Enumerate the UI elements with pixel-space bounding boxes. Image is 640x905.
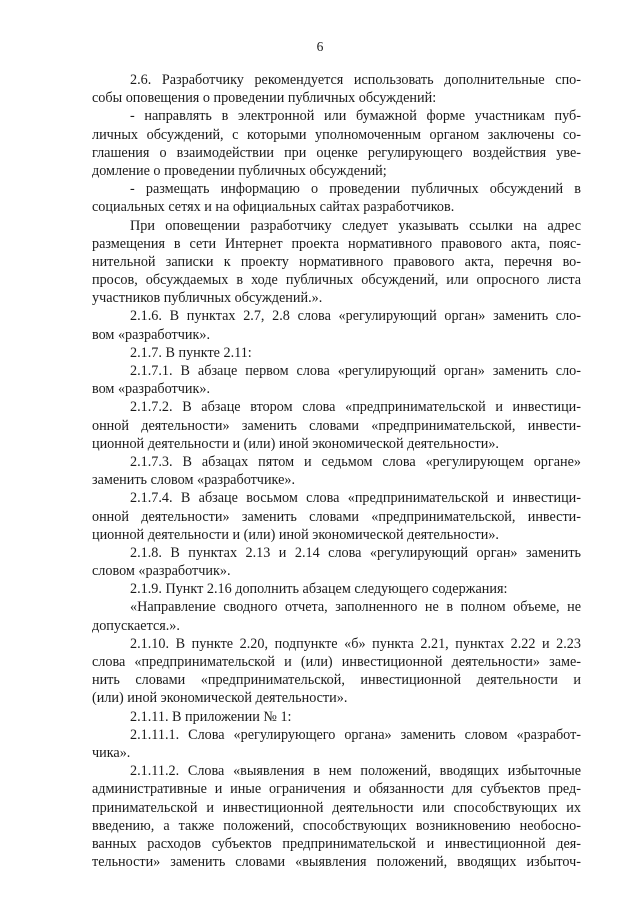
text-line: просов, обсуждаемых в ходе публичных обсуждений, или опросного листа [92,272,581,289]
text-line: словом «разработчик». [92,563,231,580]
text-line: собы оповещения о проведении публичных обсуждений: [92,90,437,107]
text-line: - направлять в электронной или бумажной форме участникам пуб- [130,108,581,125]
text-line: вом «разработчик». [92,381,211,398]
text-line: нительной записки к проекту нормативного правового акта, перечня во- [92,253,581,270]
text-line: размещения в сети Интернет проекта нормативного правового акта, пояс- [92,235,581,252]
text-line: 2.6. Разработчику рекомендуется использовать дополнительные спо- [130,72,581,88]
text-line: «Направление сводного отчета, заполненного не в полном объеме, не [130,599,581,616]
text-line: глашения о взаимодействии при оценке регулирующего воздействия уве- [92,144,581,161]
text-line: заменить словом «разработчике». [92,472,296,489]
text-line: административные и иные ограничения и обязанности для субъектов пред- [92,781,581,798]
text-line: При оповещении разработчику следует указывать ссылки на адрес [130,217,581,234]
text-line: 2.1.11. В приложении № 1: [130,708,292,725]
text-line: социальных сетях и на официальных сайтах разработчиков. [92,199,455,216]
text-line: 2.1.11.2. Слова «выявления в нем положений, вводящих избыточные [130,763,581,780]
text-line: 2.1.7.4. В абзаце восьмом слова «предпринимательской и инвестици- [130,490,581,507]
text-line: вом «разработчик». [92,326,211,343]
text-line: принимательской и инвестиционной деятельности или способствующих их [92,799,581,816]
text-line: ционной деятельности и (или) иной экономической деятельности». [92,526,499,543]
text-line: тельности» заменить словами «выявления положений, вводящих избыточ- [92,854,581,871]
text-line: слова «предпринимательской и (или) инвестиционной деятельности» заме- [92,654,581,670]
text-line: 2.1.10. В пункте 2.20, подпункте «б» пункта 2.21, пунктах 2.22 и 2.23 [130,635,581,652]
text-line: - размещать информацию о проведении публичных обсуждений в [130,181,581,198]
text-line: 2.1.7.3. В абзацах пятом и седьмом слова «регулирующем органе» [130,453,581,470]
text-line: личных обсуждений, с которыми уполномоченным органом заключены со- [92,126,581,143]
page-number: 6 [316,39,324,54]
text-line: нить словами «предпринимательской, инвестиционной деятельности и [92,672,581,689]
text-line: 2.1.7.1. В абзаце первом слова «регулирующий орган» заменить сло- [130,363,581,379]
document-body [92,71,581,871]
text-line: 2.1.8. В пунктах 2.13 и 2.14 слова «регулирующий орган» заменить [130,544,581,561]
text-line: ционной деятельности и (или) иной экономической деятельности». [92,435,499,452]
text-line: 2.1.6. В пунктах 2.7, 2.8 слова «регулирующий орган» заменить сло- [130,308,581,325]
text-line: допускается.». [92,617,180,634]
text-line: ванных расходов субъектов предпринимательской и инвестиционной дея- [92,835,581,852]
text-line: введению, а также положений, способствующих возникновению необосно- [92,817,581,834]
text-line: 2.1.7.2. В абзаце втором слова «предпринимательской и инвестици- [130,399,581,416]
text-line: чика». [92,744,131,761]
text-line: 2.1.7. В пункте 2.11: [130,344,252,361]
text-line: онной деятельности» заменить словами «предпринимательской, инвести- [92,417,581,434]
text-line: домление о проведении публичных обсуждений; [92,162,387,179]
text-line: 2.1.9. Пункт 2.16 дополнить абзацем следующего содержания: [130,581,508,598]
text-line: 2.1.11.1. Слова «регулирующего органа» заменить словом «разработ- [130,726,581,743]
text-line: (или) иной экономической деятельности». [92,690,348,707]
text-line: онной деятельности» заменить словами «предпринимательской, инвести- [92,508,581,525]
text-line: участников публичных обсуждений.». [92,290,323,307]
